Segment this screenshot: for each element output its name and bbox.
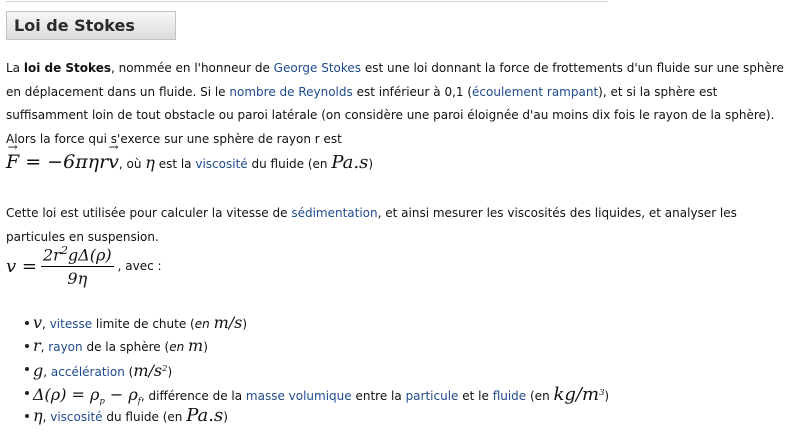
unit-m: m [188, 336, 204, 356]
p1-text-3: est une loi donnant la force de frottements d'un fluide sur une sphère en déplacement dans un fluide. Si le [6, 61, 784, 99]
text: et le [458, 388, 493, 403]
unit-m-s: m/s [213, 313, 243, 332]
link-particule[interactable]: particule [405, 388, 459, 403]
numerator-part-b: gΔ(ρ) [67, 245, 112, 265]
text: du fluide (en [102, 409, 187, 424]
formula1-text-3: du fluide (en [247, 157, 332, 171]
top-divider [6, 1, 608, 2]
velocity-fraction [41, 244, 114, 288]
text: limite de chute ( [92, 317, 195, 331]
p1-text-5: ), et si la sphère est suffisamment loin de tout obstacle ou paroi latérale (on considère une paroi éloignée d'au moins dix fois le rayon de la sphère). Alors la force qui s'exerce sur une sphère de rayon r est [6, 84, 775, 146]
link-rayon[interactable]: rayon [48, 340, 83, 355]
p2-text-1: Cette loi est utilisée pour calculer la vitesse de [6, 206, 292, 220]
p1-text-2: , nommée en l'honneur de [110, 61, 274, 75]
velocity-lhs: v = [6, 255, 37, 277]
link-george-stokes[interactable]: George Stokes [273, 61, 362, 75]
symbol-eta: η [33, 405, 43, 425]
numerator-part-a: 2r [42, 245, 61, 265]
p1-text-4: est inférieur à 0,1 ( [352, 84, 473, 99]
unit-pa-s: Pa.s [186, 404, 224, 426]
list-item-viscosity [33, 404, 609, 427]
symbol-delta-rho: Δ(ρ) = ρ [33, 384, 100, 404]
p2-text-2: , et ainsi mesurer les viscosités des liquides, et analyser les particules en suspension. [6, 206, 737, 244]
section-heading [6, 11, 176, 40]
link-vitesse[interactable]: vitesse [49, 317, 93, 331]
separator: , [40, 340, 49, 355]
text: entre la [351, 388, 406, 403]
formula1-text-2: est la [154, 157, 196, 171]
text: ) [167, 365, 173, 380]
link-acceleration[interactable]: accélération [50, 365, 125, 380]
link-viscosite[interactable]: viscosité [195, 157, 248, 171]
text: ) [203, 340, 208, 355]
text-en: en [169, 340, 185, 355]
text: ( [124, 365, 134, 380]
link-nombre-de-reynolds[interactable]: nombre de Reynolds [229, 84, 353, 99]
eta-symbol: η [145, 153, 155, 172]
link-ecoulement-rampant[interactable]: écoulement rampant [472, 84, 599, 99]
fraction-numerator [41, 244, 114, 267]
list-item-radius [33, 334, 609, 357]
unit-exponent: 3 [599, 386, 605, 397]
link-fluide[interactable]: fluide [492, 388, 527, 403]
separator: , [42, 317, 50, 331]
force-vector-symbol: → F [6, 151, 19, 173]
heading-text: Loi de Stokes [14, 16, 135, 35]
link-viscosite-2[interactable]: viscosité [50, 409, 103, 424]
formula2-after: , avec : [117, 259, 162, 274]
symbol-r: r [33, 336, 41, 356]
unit-kg-m3: kg/m [553, 383, 600, 405]
force-equation: = −6πηr [19, 151, 109, 173]
subscript-p: p [99, 394, 105, 405]
separator: , [43, 365, 51, 380]
fraction-denominator: 9η [67, 269, 88, 289]
link-masse-volumique[interactable]: masse volumique [245, 388, 352, 403]
separator: , [42, 409, 51, 424]
unit-m-s2: m/s [133, 361, 163, 381]
velocity-formula [6, 244, 162, 288]
text-en: en [194, 317, 210, 331]
unit-exponent: 2 [162, 363, 168, 374]
p1-text-1: La [6, 61, 24, 75]
symbol-minus-rho: − ρ [104, 384, 138, 404]
text: ) [242, 317, 248, 331]
formula1-text-4: ) [368, 157, 374, 171]
numerator-exponent: 2 [60, 244, 68, 257]
list-item-density-diff [33, 381, 609, 404]
symbol-v: v [33, 313, 43, 332]
p1-bold-term: loi de Stokes [23, 61, 111, 75]
stokes-force-formula [6, 151, 373, 173]
list-item-acceleration [33, 357, 609, 380]
intro-paragraph [6, 57, 796, 151]
symbol-g: g [33, 361, 44, 381]
variable-list [33, 311, 609, 427]
unit-pa-s: Pa.s [331, 152, 369, 173]
usage-paragraph [6, 202, 796, 249]
text: ) [604, 388, 610, 403]
text: de la sphère ( [82, 340, 170, 355]
text: (en [526, 388, 554, 403]
list-item-velocity [33, 311, 609, 334]
link-sedimentation[interactable]: sédimentation [291, 206, 378, 220]
velocity-vector-symbol: → v [108, 151, 119, 173]
text: ) [223, 409, 228, 424]
text: , différence de la [140, 388, 246, 403]
formula1-text-1: , où [118, 157, 146, 171]
subscript-f: f [137, 394, 141, 405]
